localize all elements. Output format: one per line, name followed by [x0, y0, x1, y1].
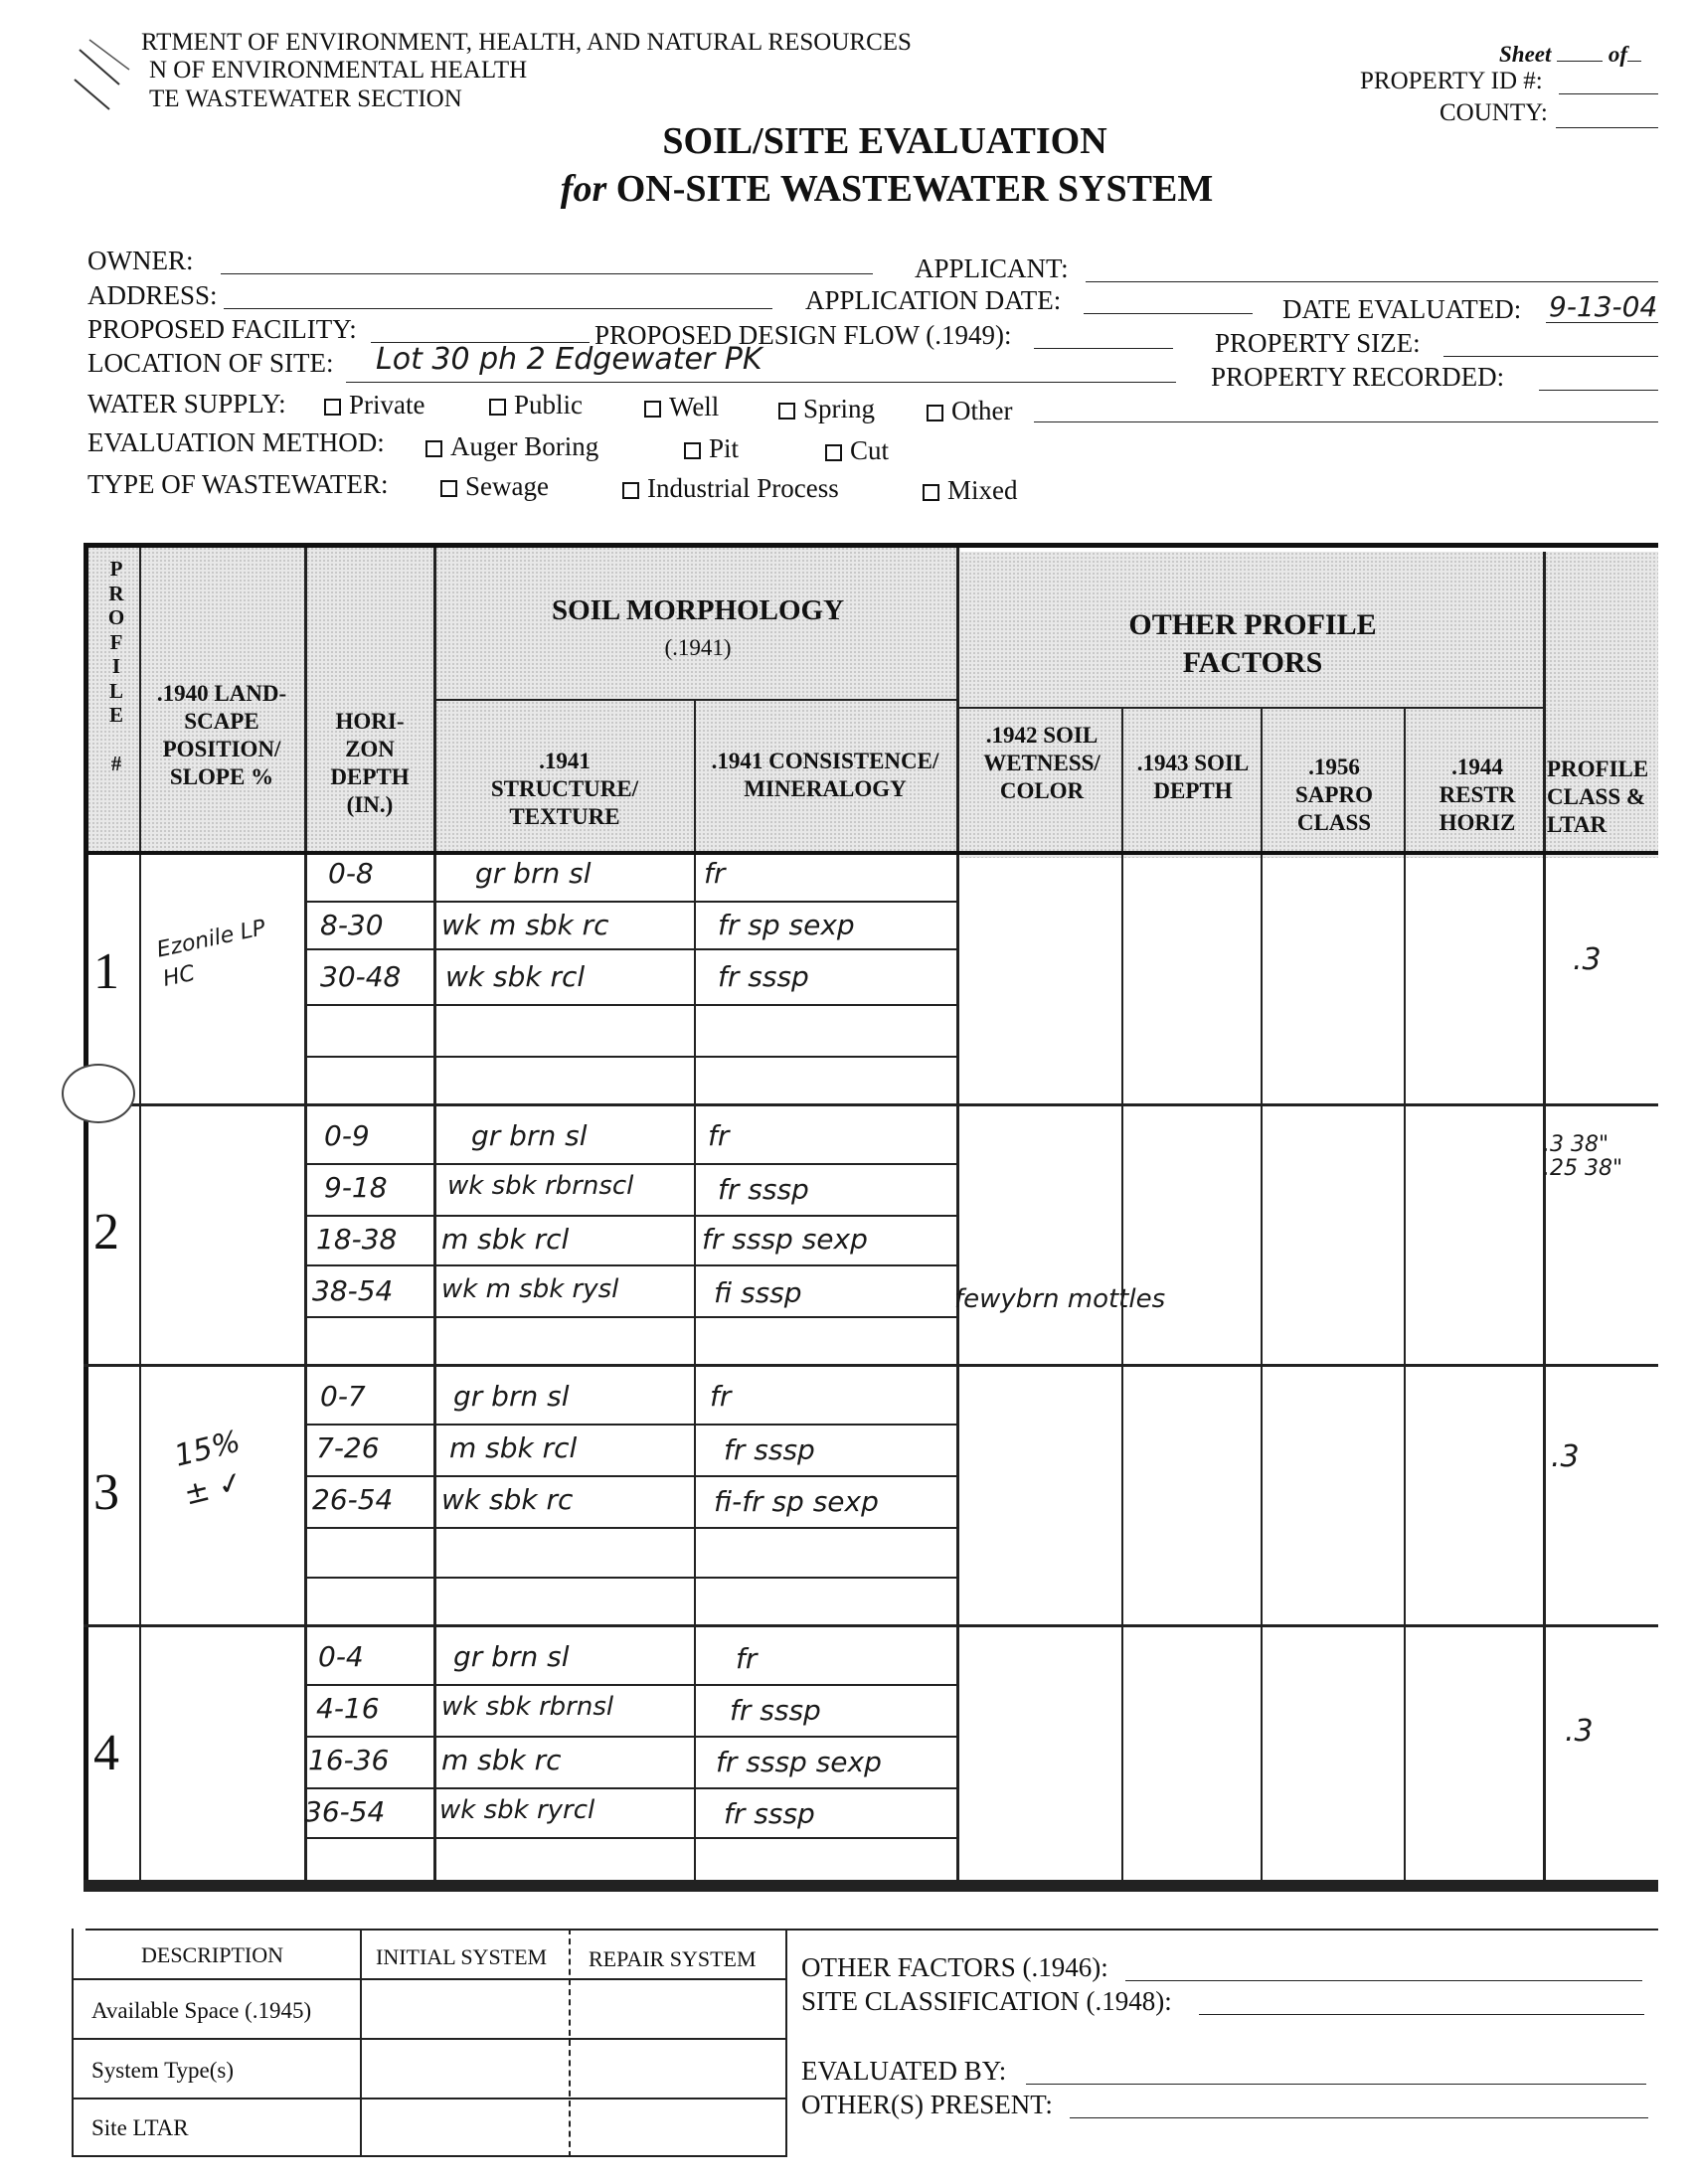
profile-2-row-2-depth: 9-18	[324, 1171, 388, 1204]
wastewater-sewage[interactable]: Sewage	[440, 471, 549, 502]
title-block	[0, 119, 1694, 211]
checkbox-pit[interactable]	[684, 442, 701, 459]
property-size-label: PROPERTY SIZE:	[1215, 328, 1421, 358]
location-value: Lot 30 ph 2 Edgewater PK	[376, 342, 762, 377]
property-recorded-label: PROPERTY RECORDED:	[1211, 362, 1505, 392]
hdr-soil-morphology: SOIL MORPHOLOGY	[551, 594, 845, 626]
dept-line-1: RTMENT OF ENVIRONMENT, HEALTH, AND NATURAL RESOURCES	[141, 29, 912, 56]
profile-2-row-3-structure: m sbk rcl	[441, 1223, 570, 1256]
location-line[interactable]	[346, 382, 1176, 383]
profile-2-row-3-depth: 18-38	[316, 1223, 398, 1256]
of-label: of	[1608, 42, 1628, 67]
checkbox-well[interactable]	[644, 401, 661, 418]
col-line-1	[139, 548, 141, 1880]
address-line[interactable]	[224, 308, 772, 309]
repair-system-header: REPAIR SYSTEM	[589, 1946, 757, 1971]
bottom-bottom-line	[72, 2155, 787, 2157]
hdr-consistence: .1941 CONSISTENCE/ MINERALOGY	[711, 749, 939, 801]
binder-hole	[62, 1064, 135, 1123]
applicant-line[interactable]	[1086, 281, 1658, 282]
profile-1-row-1-consistence: fr	[704, 857, 726, 890]
proposed-facility-label: PROPOSED FACILITY:	[87, 314, 357, 344]
hdr-sapro: .1956 SAPRO CLASS	[1295, 755, 1373, 835]
other-factors-line[interactable]	[1125, 1980, 1642, 1981]
hdr-other-factors: OTHER PROFILE FACTORS	[1128, 608, 1377, 679]
profile-1-row-2-consistence: fr sp sexp	[718, 909, 855, 941]
date-evaluated-label: DATE EVALUATED:	[1282, 294, 1522, 324]
county-label: COUNTY:	[1440, 99, 1548, 126]
profile-4-row-4-structure: wk sbk ryrcl	[439, 1795, 595, 1825]
other-sub-line	[956, 707, 1545, 709]
bottom-left-border	[72, 1929, 74, 2157]
profile-3-row-2-consistence: fr sssp	[724, 1433, 815, 1466]
hdr-horizon: HORI- ZON DEPTH (IN.)	[330, 709, 410, 817]
dept-line-2: N OF ENVIRONMENTAL HEALTH	[149, 57, 528, 84]
profile-2-wetness: fewybrn mottles	[954, 1284, 1166, 1314]
profile-3-number: 3	[93, 1464, 119, 1521]
table-left-border	[84, 543, 88, 1880]
site-classification-line[interactable]	[1199, 2014, 1644, 2015]
profile-4-row-3-consistence: fr sssp sexp	[716, 1746, 882, 1778]
wastewater-industrial[interactable]: Industrial Process	[622, 473, 839, 504]
address-label: ADDRESS:	[87, 280, 218, 310]
owner-line[interactable]	[221, 273, 873, 274]
property-recorded-line[interactable]	[1539, 390, 1658, 391]
evaluated-by-line[interactable]	[1026, 2084, 1646, 2085]
profile-4-row-2-consistence: fr sssp	[730, 1694, 821, 1727]
profile-2-row-4-consistence: fi sssp	[714, 1276, 802, 1309]
col-line-2	[304, 548, 307, 1880]
profile-4-row-4-consistence: fr sssp	[724, 1797, 815, 1830]
table-bottom-border	[84, 1880, 1658, 1892]
method-auger-boring[interactable]: Auger Boring	[425, 431, 598, 462]
morph-sub-line	[433, 699, 958, 701]
hdr-profile-class: PROFILE CLASS & LTAR	[1547, 756, 1649, 837]
header-bottom-line	[84, 851, 1658, 855]
profile-1-landscape: Ezonile LP HC	[154, 916, 268, 992]
date-evaluated-value: 9-13-04	[1549, 290, 1658, 323]
checkbox-other[interactable]	[927, 405, 943, 421]
profile-2-row-1-structure: gr brn sl	[471, 1119, 588, 1152]
application-date-label: APPLICATION DATE:	[805, 285, 1062, 315]
initial-system-header: INITIAL SYSTEM	[376, 1944, 548, 1969]
other-factors-label: OTHER FACTORS (.1946):	[801, 1952, 1108, 1982]
method-cut[interactable]: Cut	[825, 435, 889, 466]
others-present-line[interactable]	[1070, 2117, 1648, 2118]
profile-3-row-2-depth: 7-26	[316, 1431, 380, 1464]
profile-2-row-2-structure: wk sbk rbrnscl	[447, 1171, 634, 1201]
title-for: for	[560, 168, 607, 210]
water-supply-well[interactable]: Well	[644, 392, 719, 422]
profile-2-number: 2	[93, 1204, 119, 1260]
property-id-label: PROPERTY ID #:	[1360, 68, 1543, 94]
profile-4-row-2-structure: wk sbk rbrnsl	[441, 1692, 614, 1722]
property-size-line[interactable]	[1443, 356, 1658, 357]
hdr-landscape: .1940 LAND- SCAPE POSITION/ SLOPE %	[156, 681, 287, 789]
design-flow-line[interactable]	[1034, 348, 1173, 349]
sheet-indicator	[1499, 42, 1641, 68]
col-line-8	[1404, 709, 1406, 1880]
profile-4-row-3-structure: m sbk rc	[441, 1744, 562, 1776]
checkbox-public[interactable]	[489, 399, 506, 416]
method-pit[interactable]: Pit	[684, 433, 739, 464]
profile-sep-3	[84, 1624, 1658, 1627]
profile-2-row-1-consistence: fr	[708, 1119, 730, 1152]
profile-1-row-3-consistence: fr sssp	[718, 960, 809, 993]
col-line-5	[956, 548, 959, 1880]
profile-4-class-ltar: .3	[1565, 1714, 1594, 1749]
bottom-row-3	[72, 2098, 787, 2100]
design-flow-label: PROPOSED DESIGN FLOW (.1949):	[594, 320, 1012, 350]
profile-3-landscape: 15%± ✓	[170, 1424, 248, 1513]
profile-2-row-4-structure: wk m sbk rysl	[441, 1274, 619, 1304]
bottom-col-2	[569, 1929, 573, 2157]
checkbox-mixed[interactable]	[923, 484, 939, 501]
others-present-label: OTHER(S) PRESENT:	[801, 2090, 1053, 2119]
checkbox-auger-boring[interactable]	[425, 440, 442, 457]
profile-3-row-1-structure: gr brn sl	[453, 1380, 570, 1413]
profile-1-row-1-structure: gr brn sl	[475, 857, 592, 890]
profile-sep-2	[84, 1364, 1658, 1367]
profile-4-row-1-consistence: fr	[736, 1642, 758, 1675]
profile-1-number: 1	[93, 943, 119, 1000]
col-line-9	[1543, 552, 1546, 1880]
water-supply-private[interactable]: Private	[324, 390, 424, 420]
profile-2-class-ltar: .3 38" .25 38"	[1543, 1132, 1623, 1181]
water-supply-label: WATER SUPPLY:	[87, 389, 286, 419]
checkbox-spring[interactable]	[778, 403, 795, 420]
profile-1-row-2-depth: 8-30	[320, 909, 384, 941]
checkbox-sewage[interactable]	[440, 480, 457, 497]
water-supply-other[interactable]: Other	[927, 396, 1012, 426]
profile-1-row-2-structure: wk m sbk rc	[441, 909, 609, 941]
profile-3-class-ltar: .3	[1551, 1439, 1580, 1474]
profile-2-row-2-consistence: fr sssp	[718, 1173, 809, 1206]
bottom-row-1	[72, 1978, 787, 1980]
title-line-1: SOIL/SITE EVALUATION	[662, 120, 1107, 162]
hdr-structure: .1941 STRUCTURE/ TEXTURE	[490, 749, 639, 829]
site-classification-label: SITE CLASSIFICATION (.1948):	[801, 1986, 1172, 2016]
profile-3-row-3-depth: 26-54	[312, 1483, 394, 1516]
profile-4-row-1-depth: 0-4	[318, 1640, 364, 1673]
dept-line-3: TE WASTEWATER SECTION	[149, 85, 462, 112]
hdr-soil-morphology-code: (.1941)	[664, 635, 732, 660]
hdr-restr: .1944 RESTR HORIZ	[1439, 755, 1516, 835]
profile-4-row-2-depth: 4-16	[316, 1692, 380, 1725]
profile-sep-1	[84, 1103, 1658, 1106]
description-header: DESCRIPTION	[141, 1942, 284, 1967]
profile-4-row-4-depth: 36-54	[304, 1795, 386, 1828]
wastewater-mixed[interactable]: Mixed	[923, 475, 1018, 506]
evaluated-by-label: EVALUATED BY:	[801, 2056, 1007, 2086]
applicant-label: APPLICANT:	[915, 253, 1069, 283]
sheet-label: Sheet	[1499, 42, 1552, 67]
hdr-profile: P R O F I L E #	[107, 557, 125, 775]
profile-3-row-1-consistence: fr	[710, 1380, 732, 1413]
profile-4-row-1-structure: gr brn sl	[453, 1640, 570, 1673]
site-ltar-label: Site LTAR	[91, 2115, 189, 2140]
hdr-soil-depth: .1943 SOIL DEPTH	[1136, 751, 1250, 803]
profile-4-row-3-depth: 16-36	[308, 1744, 390, 1776]
corner-marks	[70, 30, 139, 119]
profile-3-row-3-structure: wk sbk rc	[441, 1483, 574, 1516]
hdr-wetness: .1942 SOIL WETNESS/ COLOR	[983, 723, 1101, 803]
bottom-row-2	[72, 2038, 787, 2040]
water-supply-other-line[interactable]	[1034, 421, 1658, 422]
profile-3-row-3-consistence: fi-fr sp sexp	[714, 1485, 879, 1518]
profile-3-row-2-structure: m sbk rcl	[449, 1431, 578, 1464]
col-line-4	[694, 701, 696, 1880]
title-line-2	[40, 167, 1694, 211]
owner-label: OWNER:	[87, 246, 194, 275]
profile-1-row-3-depth: 30-48	[320, 960, 402, 993]
system-types-label: System Type(s)	[91, 2058, 234, 2083]
profile-2-row-1-depth: 0-9	[324, 1119, 370, 1152]
property-id-line[interactable]	[1559, 93, 1658, 94]
checkbox-industrial-process[interactable]	[622, 482, 639, 499]
col-line-7	[1261, 709, 1263, 1880]
application-date-line[interactable]	[1084, 313, 1253, 314]
profile-4-number: 4	[93, 1725, 119, 1781]
profile-1-row-1-depth: 0-8	[328, 857, 374, 890]
bottom-col-1	[360, 1929, 362, 2157]
table-top-border	[84, 543, 1658, 548]
profile-2-row-3-consistence: fr sssp sexp	[702, 1223, 868, 1256]
checkbox-cut[interactable]	[825, 444, 842, 461]
location-label: LOCATION OF SITE:	[87, 348, 334, 378]
water-supply-public[interactable]: Public	[489, 390, 583, 420]
col-line-3	[433, 548, 436, 1880]
water-supply-spring[interactable]: Spring	[778, 394, 875, 424]
profile-1-row-3-structure: wk sbk rcl	[445, 960, 586, 993]
checkbox-private[interactable]	[324, 399, 341, 416]
evaluation-method-label: EVALUATION METHOD:	[87, 427, 385, 457]
profile-3-row-1-depth: 0-7	[320, 1380, 366, 1413]
profile-2-row-4-depth: 38-54	[312, 1274, 394, 1307]
available-space-label: Available Space (.1945)	[91, 1998, 312, 2023]
title-system: ON-SITE WASTEWATER SYSTEM	[615, 168, 1214, 210]
wastewater-type-label: TYPE OF WASTEWATER:	[87, 469, 389, 499]
bottom-top-line	[85, 1929, 1658, 1931]
bottom-col-3	[785, 1929, 787, 2157]
profile-1-class-ltar: .3	[1573, 942, 1602, 977]
